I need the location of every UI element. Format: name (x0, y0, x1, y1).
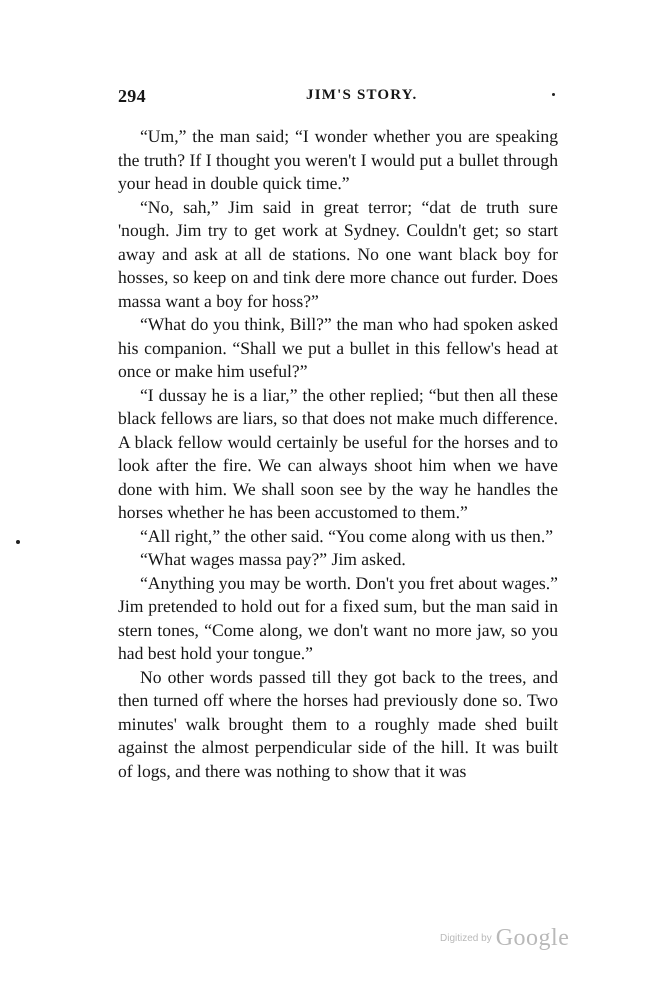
paragraph-5: “All right,” the other said. “You come along with us then.” (140, 525, 554, 546)
page-number: 294 (118, 86, 146, 106)
margin-speck (16, 540, 20, 544)
body-text (118, 125, 558, 783)
header-speck (552, 93, 555, 96)
paragraph-8: No other words passed till they got back to the trees, and then turned off where the horses had previously done so. Two minutes' walk brought them to a roughly made shed built against the almost perpendicular side of the hill. It was built of logs, and there was nothing to show that it was (118, 666, 558, 781)
paragraph-2: “No, sah,” Jim said in great terror; “dat de truth sure 'nough. Jim try to get work at Sydney. Couldn't get; so start away and ask at all de stations. No one want black boy for hosses, so keep on and tink dere more chance out furder. Does massa want a boy for hoss?” (118, 196, 558, 311)
running-title: JIM'S STORY. (306, 87, 418, 103)
digitized-watermark (440, 925, 569, 952)
paragraph-4: “I dussay he is a liar,” the other replied; “but then all these black fellows are liars, so that does not make much difference. A black fellow would certainly be useful for the horses and to look after the fire. We can always shoot him when we have done with him. We shall soon see by the way he handles the horses whether he has been accustomed to them.” (118, 384, 558, 522)
page-header (118, 86, 558, 110)
google-logo: Google (495, 925, 570, 951)
watermark-prefix: Digitized by (440, 933, 492, 944)
paragraph-3: “What do you think, Bill?” the man who had spoken asked his companion. “Shall we put a bullet in this fellow's head at once or make him useful?” (118, 314, 558, 381)
paragraph-6: “What wages massa pay?” Jim asked. (140, 549, 406, 569)
paragraph-7: “Anything you may be worth. Don't you fret about wages.” Jim pretended to hold out for a fixed sum, but the man said in stern tones, “Come along, we don't want no more jaw, so you had best hold your tongue.” (118, 572, 558, 663)
paragraph-1: “Um,” the man said; “I wonder whether you are speaking the truth? If I thought you weren't I would put a bullet through your head in double quick time.” (118, 126, 558, 193)
